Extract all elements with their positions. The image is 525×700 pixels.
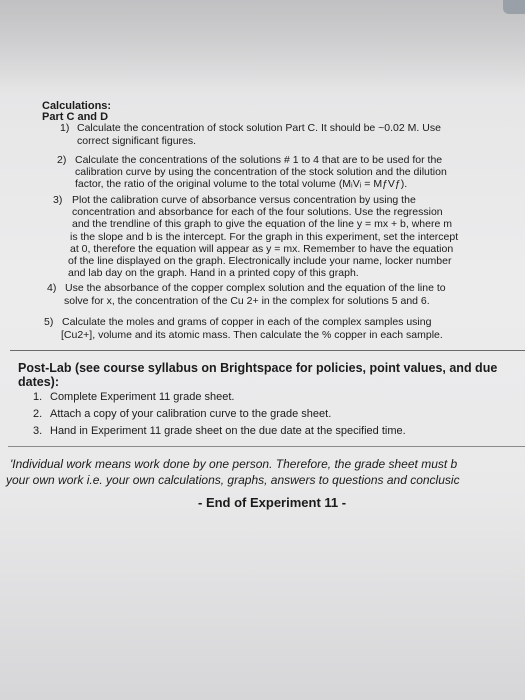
calc-item-2-line-1: Calculate the concentrations of the solutions # 1 to 4 that are to be used for the	[75, 154, 443, 166]
calc-item-3-line-6: of the line displayed on the graph. Electronically include your name, locker number	[68, 255, 452, 267]
calculations-title: Calculations:	[42, 100, 112, 112]
calc-item-2-line-2: calibration curve by using the concentration of the stock solution and the dilution	[75, 166, 447, 178]
calc-item-5-number: 5)	[44, 316, 54, 328]
calc-item-3-line-1: Plot the calibration curve of absorbance versus concentration by using the	[72, 194, 416, 206]
calc-item-1-line-1: Calculate the concentration of stock solution Part C. It should be ~0.02 M. Use	[77, 122, 441, 134]
postlab-title-line-2: dates):	[18, 375, 59, 389]
postlab-item-2-number: 2.	[33, 408, 43, 420]
calc-item-3-line-7: and lab day on the graph. Hand in a printed copy of this graph.	[68, 267, 359, 279]
calc-item-4-number: 4)	[47, 282, 57, 294]
postlab-title-line-1: Post-Lab (see course syllabus on Brightspace for policies, point values, and due	[18, 361, 498, 375]
section-divider	[10, 350, 525, 351]
calc-item-5-line-2: [Cu2+], volume and its atomic mass. Then calculate the % copper in each sample.	[61, 329, 443, 341]
end-of-experiment-text: - End of Experiment 11 -	[198, 495, 347, 510]
calc-item-3-line-5: at 0, therefore the equation will appear as y = mx. Remember to have the equation	[70, 243, 454, 255]
calc-item-2-line-3: factor, the ratio of the original volume to the total volume (MᵢVᵢ = MƒVƒ).	[75, 178, 408, 190]
postlab-divider	[8, 446, 525, 447]
calc-item-4-line-1: Use the absorbance of the copper complex solution and the equation of the line to	[65, 282, 446, 294]
calc-item-1-line-2: correct significant figures.	[77, 135, 197, 147]
calc-item-3-line-3: and the trendline of this graph to give the equation of the line y = mx + b, where m	[72, 218, 452, 230]
postlab-item-2-text: Attach a copy of your calibration curve to the grade sheet.	[50, 408, 332, 420]
note-line-1: 'Individual work means work done by one person. Therefore, the grade sheet must b	[10, 457, 458, 471]
calc-item-1-number: 1)	[60, 122, 70, 134]
calc-item-5-line-1: Calculate the moles and grams of copper in each of the complex samples using	[62, 316, 432, 328]
postlab-item-3-text: Hand in Experiment 11 grade sheet on the due date at the specified time.	[50, 425, 406, 437]
calc-item-3-line-2: concentration and absorbance for each of the four solutions. Use the regression	[72, 206, 443, 218]
calculations-subtitle: Part C and D	[42, 111, 109, 123]
calc-item-3-number: 3)	[53, 194, 63, 206]
note-line-2: your own work i.e. your own calculations, graphs, answers to questions and conclusic	[6, 473, 460, 487]
postlab-item-1-number: 1.	[33, 391, 43, 403]
postlab-item-1-text: Complete Experiment 11 grade sheet.	[50, 391, 235, 403]
calc-item-3-line-4: is the slope and b is the intercept. For the graph in this experiment, set the intercept	[70, 231, 459, 243]
postlab-item-3-number: 3.	[33, 425, 43, 437]
calc-item-4-line-2: solve for x, the concentration of the Cu 2+ in the complex for solutions 5 and 6.	[64, 295, 430, 307]
calc-item-2-number: 2)	[57, 154, 67, 166]
